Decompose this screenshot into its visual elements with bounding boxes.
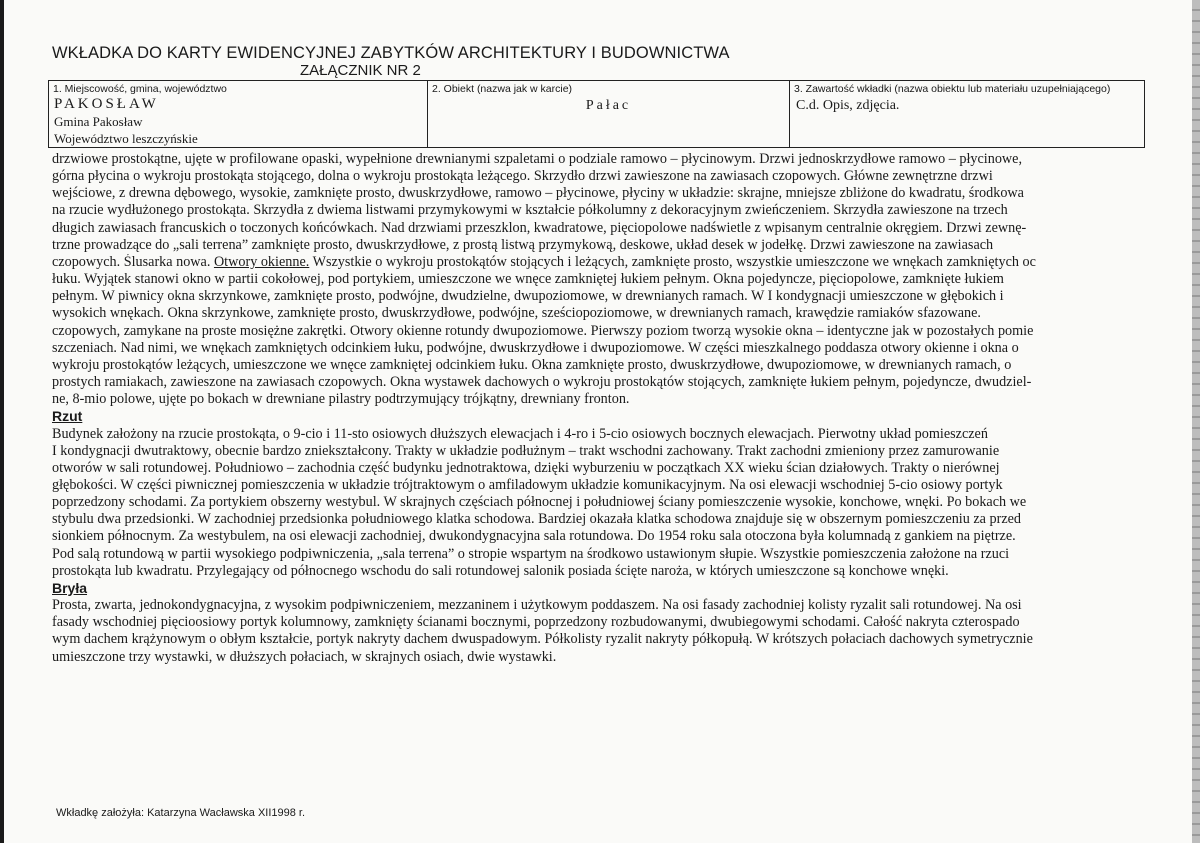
location-label: 1. Miejscowość, gmina, województwo — [53, 83, 227, 95]
text-line: Prosta, zwarta, jednokondygnacyjna, z wysokim podpiwniczeniem, mezzaninem i użytkowym poddaszem. Na osi fasady zachodniej kolisty ryzalit sali rotundowej. Na osi — [52, 597, 1022, 614]
text-line: na rzucie wydłużonego prostokąta. Skrzydła z dwiema listwami przymykowymi w kształcie półkolumny z dekoracyjnym zwieńczeniem. Skrzydła zawieszone na trzech — [52, 202, 1008, 219]
text-line: stybulu dwa przedsionki. W zachodniej przedsionka południowego klatka schodowa. Bardziej okazała klatka schodowa znajduje się w obszernym pomieszczeniu za przed — [52, 511, 1022, 528]
text-line: poprzedzony schodami. Za portykiem obszerny westybul. W skrajnych częściach północnej i południowej ściany pomieszczenie wysokie, konchowe, wnęki. Po bokach we — [52, 494, 1027, 511]
voivodeship-name: Województwo leszczyńskie — [54, 131, 198, 146]
text-line: czopowych, zamykane na proste mosiężne zakrętki. Otwory okienne rotundy dwupoziomowe. Pierwszy poziom tworzą wysokie okna – identyczne jak w pozostałych pomie — [52, 322, 1034, 339]
document-subtitle: ZAŁĄCZNIK NR 2 — [300, 62, 421, 79]
place-name: PAKOSŁAW — [54, 96, 159, 112]
object-cell — [427, 81, 789, 147]
text-line: górna płycina o wykroju prostokąta stojącego, dolna o wykroju prostokąta leżącego. Skrzydło drzwi zawieszone na zawiasach czopowych. Główne zewnętrzne drzwi — [52, 168, 993, 185]
windows-subheading: Otwory okienne. — [213, 253, 310, 270]
contents-cell — [789, 81, 1144, 147]
object-label: 2. Obiekt (nazwa jak w karcie) — [432, 83, 573, 95]
text-fragment: Wszystkie o wykroju prostokątów stojących i leżących, zamknięte prosto, wszystkie umieszczone we wnękach zamkniętych oc — [309, 253, 1036, 270]
section-heading-rzut: Rzut — [52, 408, 83, 425]
gmina-name: Gmina Pakosław — [54, 114, 143, 129]
text-line: drzwiowe prostokątne, ujęte w profilowane opaski, wypełnione drewnianymi szpaletami o podziale ramowo – płycinowym. Drzwi jednoskrzydłowe ramowo – płycinowe, — [52, 151, 1023, 167]
text-line: otworów w sali rotundowej. Południowo – zachodnia część budynku jednotraktowa, dzięki wyburzeniu w początkach XX wieku ścian działowych. Trakty o nierównej — [52, 459, 1000, 476]
description-body — [52, 151, 1140, 666]
text-line: prostych ramiakach, zawieszone na zawiasach czopowych. Okna wystawek dachowych o wykroju prostokątów stojących, zamknięte łukiem pełnym, pojedyncze, dwudziel- — [52, 374, 1032, 391]
text-line: pełnym. W piwnicy okna skrzynkowe, zamknięte prosto, podwójne, dwudzielne, dwupoziomowe, w drewnianych ramach. W I kondygnacji umieszczone w głębokich i — [52, 288, 1004, 305]
text-line: wykroju prostokątów leżących, umieszczone we wnęce zamkniętej odcinkiem łuku. Okna zamknięte prosto, dwuskrzydłowe, dwupoziomowe, w drewnianych ramach, o — [52, 356, 1012, 373]
contents-label: 3. Zawartość wkładki (nazwa obiektu lub materiału uzupełniającego) — [794, 83, 1111, 95]
object-name: Pałac — [585, 98, 632, 113]
text-line: ne, 8-mio polowe, ujęte po bokach w drewniane pilastry podtrzymujący trójkątny, drewniany fronton. — [52, 391, 630, 408]
text-line: umieszczone trzy wystawki, w dłuższych połaciach, w skrajnych osiach, dwie wystawki. — [52, 648, 557, 665]
section-heading-bryla: Bryła — [52, 579, 88, 596]
text-line: I kondygnacji dwutraktowy, obecnie bardzo zniekształcony. Trakty w układzie podłużnym – trakt wschodni zachowany. Trakt zachodni zmieniony przez zamurowanie — [52, 442, 1000, 459]
text-line: Budynek założony na rzucie prostokąta, o 9-cio i 11-sto osiowych dłuższych elewacjach i 4-ro i 5-cio osiowych bocznych elewacjach. Pierwotny układ pomieszczeń — [52, 425, 988, 442]
contents-value: C.d. Opis, zdjęcia. — [796, 98, 900, 113]
scan-edge-left — [0, 0, 4, 843]
author-footer: Wkładkę założyła: Katarzyna Wacławska XII1998 r. — [56, 807, 306, 819]
text-line: sionkiem północnym. Za westybulem, na osi elewacji zachodniej, dwukondygnacyjna sala rotundowa. Do 1954 roku sala otoczona była kolumnadą z gankiem na piętrze. — [52, 528, 1016, 545]
scan-edge-right — [1192, 0, 1200, 843]
location-cell — [49, 81, 427, 147]
text-line: wym dachem krążynowym o obłym kształcie, portyk nakryty dachem dwuspadowym. Półkolisty ryzalit nakryty półkopułą. W krótszych połaciach dachowych symetrycznie — [52, 631, 1033, 648]
text-line: wysokich wnękach. Okna skrzynkowe, zamknięte prosto, dwuskrzydłowe, podwójne, sześciopoziomowe, w drewnianych ramach, krawędzie ramiaków sfazowane. — [52, 305, 981, 322]
text-line: łuku. Wyjątek stanowi okno w partii cokołowej, pod portykiem, umieszczone we wnęce zamkniętej łukiem pełnym. Okna pojedyncze, pięciopolowe, zamknięte łukiem — [52, 271, 1004, 288]
text-line: Pod salą rotundową w partii wysokiego podpiwniczenia, „sala terrena” o stropie wspartym na środkowo ustawionym słupie. Wszystkie pomieszczenia założone na rzuci — [52, 545, 1010, 562]
text-fragment: czopowych. Ślusarka nowa. — [52, 253, 214, 270]
text-line: długich zawiasach francuskich o toczonych końcówkach. Nad drzwiami przeszklon, kwadratowe, pięciopolowe nadświetle z wpisanym centralnie okręgiem. Drzwi zewnę- — [52, 219, 1027, 236]
text-line: trzne prowadzące do „sali terrena” zamknięte prosto, dwuskrzydłowe, z prostą listwą przymykową, deskowe, układ desek w jodełkę. Drzwi zawieszone na zawiasach — [52, 236, 994, 253]
text-line — [52, 254, 1140, 271]
header-table — [48, 80, 1145, 148]
text-line: prostokąta lub kwadratu. Przylegający od północnego wschodu do sali rotundowej salonik posiada ścięte naroża, w których umieszczone są konchowe wnęki. — [52, 562, 949, 579]
text-line: szczeniach. Nad nimi, we wnękach zamkniętych odcinkiem łuku, podwójne, dwuskrzydłowe i dwupoziomowe. W części mieszkalnego poddasza otwory okienne i okna o — [52, 339, 1019, 356]
document-title: WKŁADKA DO KARTY EWIDENCYJNEJ ZABYTKÓW ARCHITEKTURY I BUDOWNICTWA — [52, 44, 730, 62]
text-line: fasady wschodniej pięcioosiowy portyk kolumnowy, zamknięty ścianami bocznymi, poprzedzony rozbudowanymi, dwubiegowymi schodami. Całość nakryta czterospado — [52, 614, 1020, 631]
text-line: wejściowe, z drewna dębowego, wysokie, zamknięte prosto, dwuskrzydłowe, ramowo – płycinowe, płyciny w układzie: skrajne, mniejsze zbliżone do kwadratu, środkowa — [52, 185, 1024, 202]
text-line: głębokości. W części piwnicznej pomieszczenia w układzie trójtraktowym o amfiladowym układzie komunikacyjnym. Na osi elewacji wschodniej 5-cio osiowy portyk — [52, 476, 1003, 493]
